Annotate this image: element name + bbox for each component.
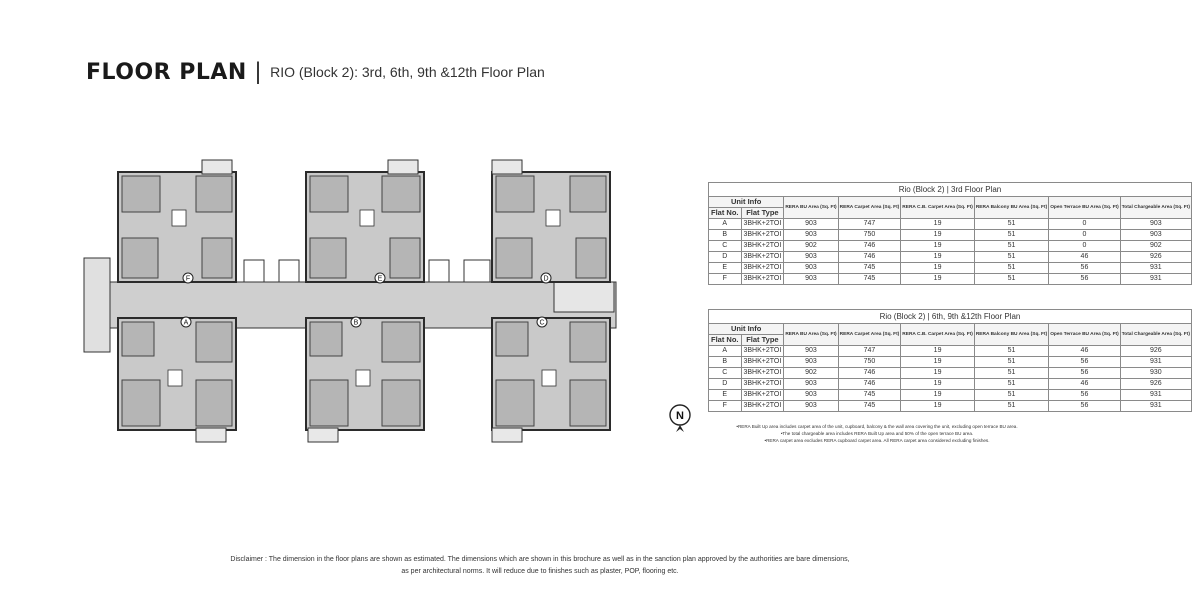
table-row [709,241,1192,252]
table-cell: 3BHK+2TOI [741,401,784,412]
table-cell: E [709,263,742,274]
table-cell: 3BHK+2TOI [741,241,784,252]
disclaimer-line-1: Disclaimer : The dimension in the floor plans are shown as estimated. The dimensions which are shown in this brochure as well as in the sanction plan approved by the authorities are bare dimensions, [230,556,850,563]
table-cell: 745 [838,401,901,412]
table-cell: 56 [1049,368,1121,379]
table-cell: 3BHK+2TOI [741,346,784,357]
table-cell: 51 [974,368,1048,379]
table-cell: 903 [784,401,838,412]
table-cell: 3BHK+2TOI [741,379,784,390]
table-cell: 51 [974,401,1048,412]
north-compass-icon [668,403,692,433]
table-cell: 902 [784,241,838,252]
table-cell: 903 [784,263,838,274]
table-cell: F [709,274,742,285]
table-cell: 51 [974,357,1048,368]
col-total: Total Chargeable Area (Sq. Ft) [1120,324,1191,346]
table-cell: 931 [1120,401,1191,412]
col-flat-type: Flat Type [741,208,784,219]
table-cell: 926 [1120,346,1191,357]
table-cell: 903 [784,274,838,285]
table-title: Rio (Block 2) | 6th, 9th &12th Floor Plan [709,310,1192,324]
table-cell: 19 [901,346,975,357]
table-cell: A [709,346,742,357]
table-cell: 903 [784,357,838,368]
table-cell: 903 [784,346,838,357]
table-cell: 19 [901,252,975,263]
table-cell: 931 [1120,274,1191,285]
table-cell: 3BHK+2TOI [741,274,784,285]
table-cell: A [709,219,742,230]
table-cell: 747 [838,219,901,230]
table-cell: 19 [901,401,975,412]
table-row [709,401,1192,412]
table-cell: 19 [901,368,975,379]
table-cell: 51 [974,241,1048,252]
unit-info-header: Unit Info [709,324,784,335]
table-row [709,274,1192,285]
table-cell: 931 [1120,390,1191,401]
table-cell: 746 [838,241,901,252]
table-cell: 19 [901,390,975,401]
unit-marker-f: F [185,275,191,283]
table-body [709,346,1192,412]
table-cell: 926 [1120,252,1191,263]
table-cell: 902 [1120,241,1191,252]
table-cell: 51 [974,263,1048,274]
table-title: Rio (Block 2) | 3rd Floor Plan [709,183,1192,197]
table-cell: 903 [784,379,838,390]
table-cell: 903 [784,230,838,241]
table-cell: 51 [974,274,1048,285]
table-cell: D [709,252,742,263]
col-flat-no: Flat No. [709,208,742,219]
unit-marker-e: E [377,275,383,283]
table-cell: 3BHK+2TOI [741,390,784,401]
table-row [709,252,1192,263]
table-cell: 19 [901,219,975,230]
col-rera-cb: RERA C.B. Carpet Area (Sq. Ft) [901,197,975,219]
table-cell: 926 [1120,379,1191,390]
table-cell: 56 [1049,401,1121,412]
page-title: FLOOR PLAN [86,59,247,85]
table-cell: 903 [784,252,838,263]
table-row [709,346,1192,357]
table-cell: 747 [838,346,901,357]
col-rera-bu: RERA BU Area (Sq. Ft) [784,324,838,346]
col-open-terrace: Open Terrace BU Area (Sq. Ft) [1049,197,1121,219]
table-cell: 19 [901,274,975,285]
table-row [709,219,1192,230]
table-cell: B [709,357,742,368]
table-cell: 3BHK+2TOI [741,368,784,379]
col-rera-carpet: RERA Carpet Area (Sq. Ft) [838,197,901,219]
col-open-terrace: Open Terrace BU Area (Sq. Ft) [1049,324,1121,346]
table-row [709,357,1192,368]
table-cell: 46 [1049,346,1121,357]
table-row [709,263,1192,274]
table-cell: 0 [1049,219,1121,230]
table-cell: 745 [838,390,901,401]
table-cell: 903 [1120,219,1191,230]
unit-marker-b: B [353,319,359,327]
table-row [709,390,1192,401]
table-cell: 51 [974,390,1048,401]
disclaimer [190,554,890,578]
col-rera-carpet: RERA Carpet Area (Sq. Ft) [838,324,901,346]
table-body [709,219,1192,285]
table-cell: 931 [1120,357,1191,368]
compass-label: N [676,410,684,422]
table-cell: 750 [838,357,901,368]
table-cell: 903 [784,219,838,230]
table-cell: 51 [974,379,1048,390]
table-cell: 931 [1120,263,1191,274]
table-row [709,230,1192,241]
table-cell: B [709,230,742,241]
note-line: •RERA carpet area excludes RERA cupboard carpet area. All RERA carpet area considered excluding finishes. [764,438,990,443]
table-cell: 56 [1049,263,1121,274]
table-cell: 3BHK+2TOI [741,357,784,368]
table-cell: 0 [1049,230,1121,241]
table-cell: 0 [1049,241,1121,252]
table-cell: 746 [838,368,901,379]
table-cell: 750 [838,230,901,241]
table-cell: 746 [838,379,901,390]
table-cell: C [709,368,742,379]
table-cell: 51 [974,219,1048,230]
table-cell: 19 [901,263,975,274]
table-cell: F [709,401,742,412]
area-table-3rd-floor [708,182,1192,285]
table-cell: 56 [1049,357,1121,368]
table-cell: 56 [1049,390,1121,401]
table-cell: D [709,379,742,390]
col-rera-balcony: RERA Balcony BU Area (Sq. Ft) [974,197,1048,219]
page-subtitle: RIO (Block 2): 3rd, 6th, 9th &12th Floor Plan [270,64,545,80]
table-cell: 3BHK+2TOI [741,252,784,263]
table-cell: 51 [974,346,1048,357]
table-cell: 19 [901,241,975,252]
note-line: •The total chargeable area includes RERA Built Up area and 50% of the open terrace BU area. [780,431,974,436]
table-cell: 745 [838,274,901,285]
page-header [86,58,545,86]
disclaimer-line-2: as per architectural norms. It will reduce due to finishes such as plaster, POP, flooring etc. [401,568,679,575]
unit-marker-d: D [543,275,549,283]
table-cell: 902 [784,368,838,379]
unit-marker-a: A [183,319,189,327]
floor-plan-drawing [84,158,616,444]
note-line: •RERA Built Up area includes carpet area of the unit, cupboard, balcony & the wall area covering the unit, excluding open terrace BU area. [736,424,1018,429]
table-row [709,368,1192,379]
table-cell: 46 [1049,379,1121,390]
table-cell: 51 [974,252,1048,263]
table-cell: 19 [901,230,975,241]
table-cell: 903 [1120,230,1191,241]
table-cell: 51 [974,230,1048,241]
col-flat-no: Flat No. [709,335,742,346]
table-cell: 56 [1049,274,1121,285]
area-table-6th-9th-12th-floor [708,309,1192,412]
table-cell: 19 [901,379,975,390]
col-rera-cb: RERA C.B. Carpet Area (Sq. Ft) [901,324,975,346]
table-cell: 3BHK+2TOI [741,263,784,274]
notes [712,423,1042,444]
table-cell: 19 [901,357,975,368]
table-cell: 746 [838,252,901,263]
title-separator: | [254,58,262,85]
table-row [709,379,1192,390]
col-total: Total Chargeable Area (Sq. Ft) [1120,197,1191,219]
table-cell: 745 [838,263,901,274]
col-rera-balcony: RERA Balcony BU Area (Sq. Ft) [974,324,1048,346]
table-cell: 3BHK+2TOI [741,230,784,241]
table-cell: C [709,241,742,252]
col-rera-bu: RERA BU Area (Sq. Ft) [784,197,838,219]
table-cell: E [709,390,742,401]
col-flat-type: Flat Type [741,335,784,346]
table-cell: 903 [784,390,838,401]
unit-info-header: Unit Info [709,197,784,208]
table-cell: 930 [1120,368,1191,379]
unit-marker-c: C [539,319,545,327]
table-cell: 46 [1049,252,1121,263]
table-cell: 3BHK+2TOI [741,219,784,230]
